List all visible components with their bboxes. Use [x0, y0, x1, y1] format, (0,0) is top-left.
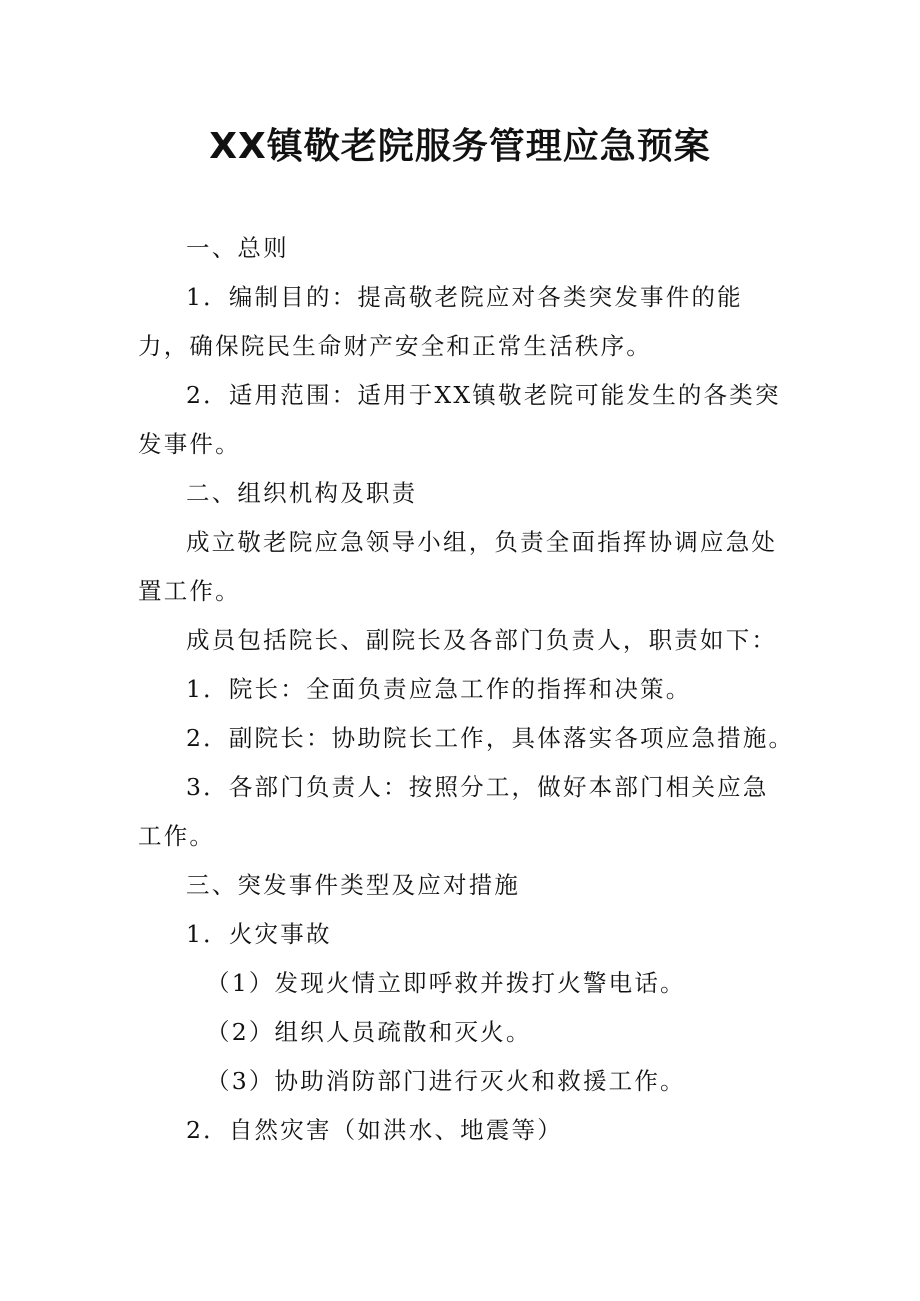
list-item-deputy-director: 2．副院长：协助院长工作，具体落实各项应急措施。	[186, 724, 795, 752]
list-item-department-heads: 3．各部门负责人：按照分工，做好本部门相关应急工作。	[138, 773, 769, 850]
paragraph-scope: 2．适用范围：适用于XX镇敬老院可能发生的各类突发事件。	[138, 381, 781, 458]
list-item-fire-2: （2）组织人员疏散和灭火。	[206, 1018, 532, 1046]
list-item-director: 1．院长：全面负责应急工作的指挥和决策。	[186, 675, 692, 703]
section-heading-general: 一、总则	[186, 234, 289, 262]
section-heading-emergencies: 三、突发事件类型及应对措施	[186, 871, 521, 899]
subheading-natural-disaster: 2．自然灾害（如洪水、地震等）	[186, 1116, 563, 1144]
subheading-fire: 1．火灾事故	[186, 920, 332, 948]
paragraph-members: 成员包括院长、副院长及各部门负责人，职责如下：	[186, 626, 778, 654]
paragraph-leadership-group: 成立敬老院应急领导小组，负责全面指挥协调应急处置工作。	[138, 528, 778, 605]
document-title: XX镇敬老院服务管理应急预案	[209, 126, 711, 167]
document-body	[138, 224, 795, 1155]
list-item-fire-1: （1）发现火情立即呼救并拨打火警电话。	[206, 969, 686, 997]
section-heading-organization: 二、组织机构及职责	[186, 479, 418, 507]
paragraph-purpose: 1．编制目的：提高敬老院应对各类突发事件的能力，确保院民生命财产安全和正常生活秩序。	[138, 283, 743, 360]
list-item-fire-3: （3）协助消防部门进行灭火和救援工作。	[206, 1067, 686, 1095]
